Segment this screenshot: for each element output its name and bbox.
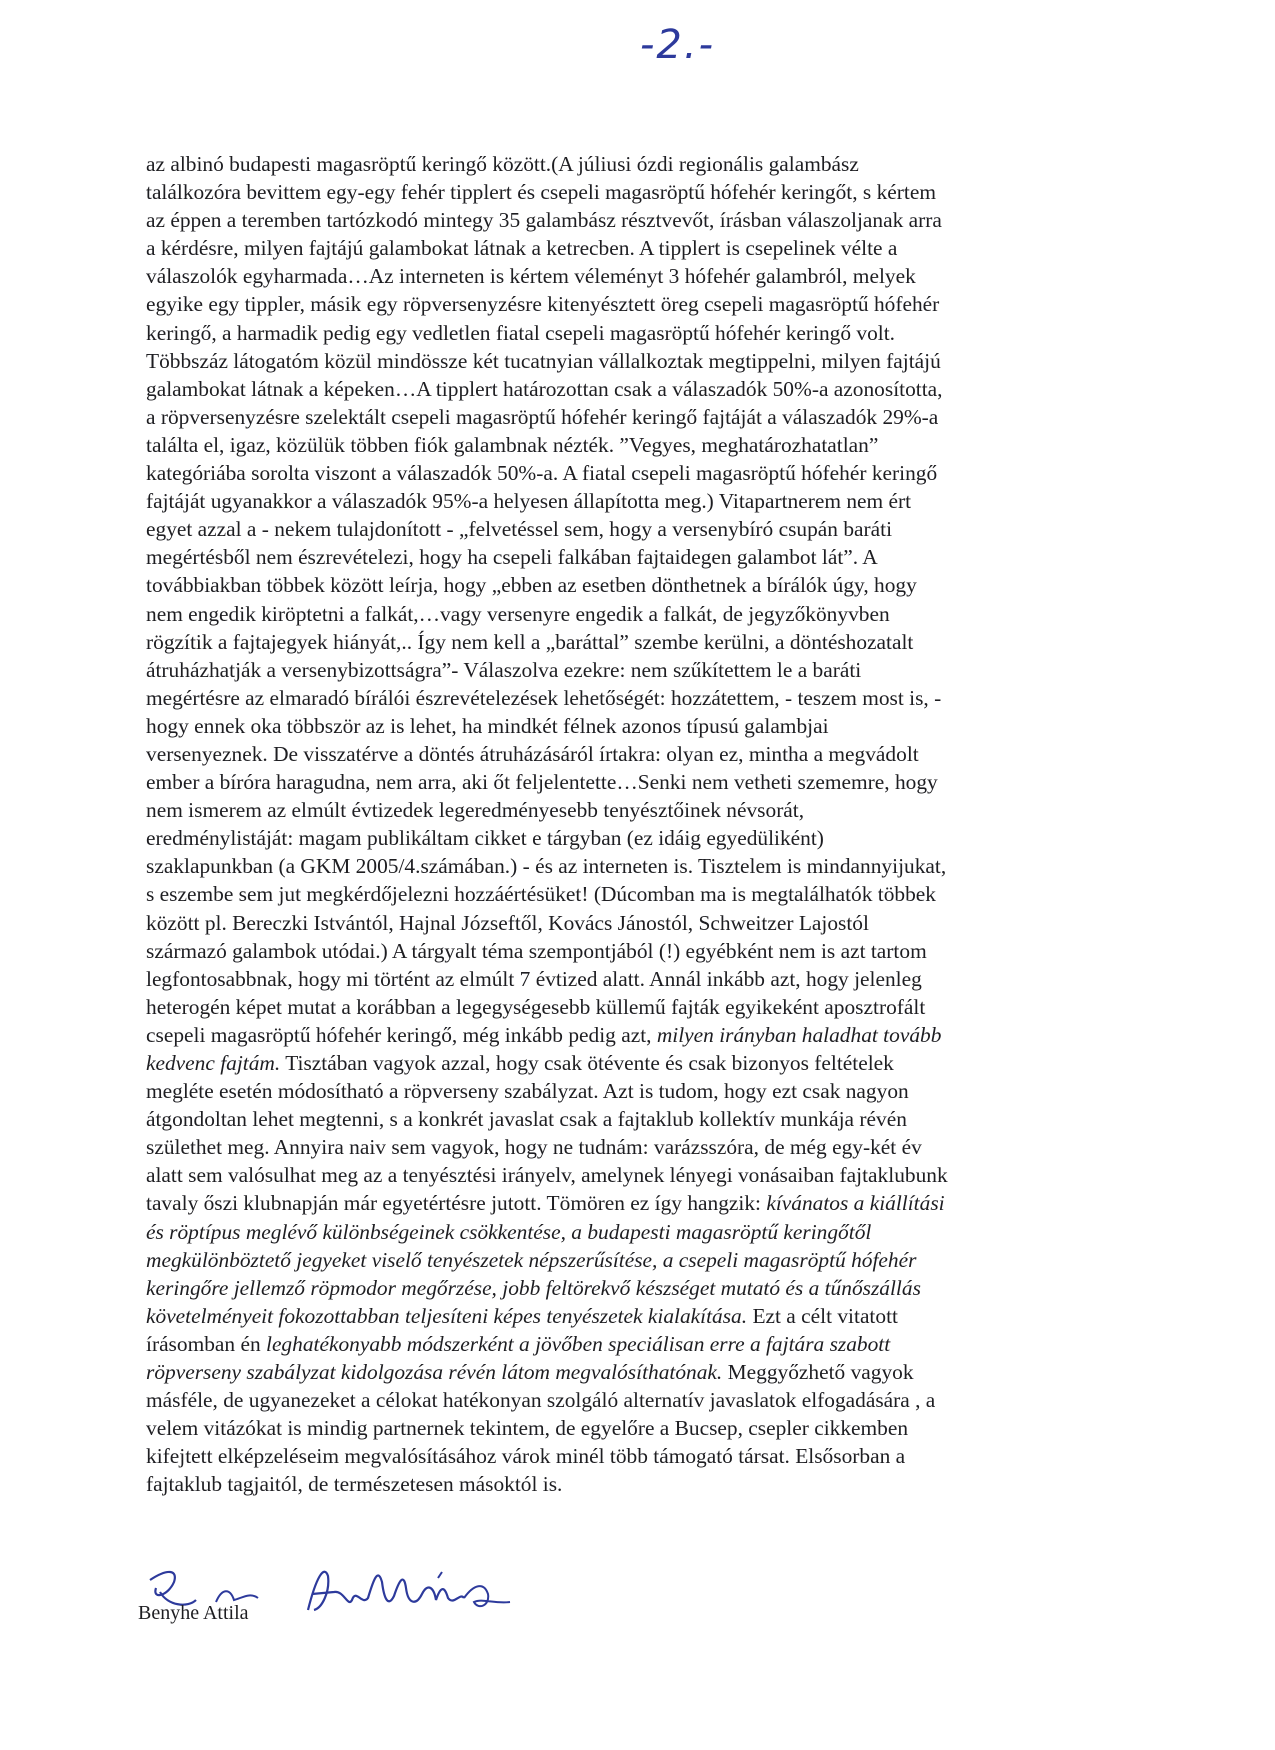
text-line: galambokat látnak a képeken…A tipplert határozottan csak a válaszadók 50%-a azonosította, <box>146 376 943 401</box>
text-line: egyet azzal a - nekem tulajdonított - „felvetéssel sem, hogy a versenybíró csupán baráti <box>146 517 893 542</box>
text-line: egyike egy tippler, másik egy röpversenyzésre kitenyésztett öreg csepeli magasröptű hófehér <box>146 292 940 317</box>
text-line: rögzítik a fajtajegyek hiányát,.. Így nem kell a „baráttal” szembe kerülni, a döntéshozatalt <box>146 629 914 654</box>
text-line <box>146 1274 1086 1302</box>
regular-text: Ezt a célt vitatott <box>747 1303 898 1328</box>
text-line: alatt sem valósulhat meg az a tenyésztési irányelv, amelynek lényegi vonásaiban fajtaklubunk <box>146 1163 948 1188</box>
text-line: a röpversenyzésre szelektált csepeli magasröptű hófehér keringő fajtáját a válaszadók 29%-a <box>146 404 939 429</box>
text-line: eredménylistáját: magam publikáltam cikket e tárgyban (ez idáig egyedüliként) <box>146 826 824 851</box>
regular-text: csepeli magasröptű hófehér keringő, még inkább pedig azt, <box>146 1022 657 1047</box>
italic-text: és röptípus meglévő különbségeinek csökkentése, a budapesti magasröptű keringőtől <box>146 1219 872 1244</box>
text-line: ember a bíróra haragudna, nem arra, aki őt feljelentette…Senki nem vetheti szememre, hogy <box>146 770 938 795</box>
text-line: továbbiakban többek között leírja, hogy „ebben az esetben dönthetnek a bírálók úgy, hogy <box>146 573 917 598</box>
text-line: keringő, a harmadik pedig egy vedletlen fiatal csepeli magasröptű hófehér keringő volt. <box>146 320 896 345</box>
text-line: heterogén képet mutat a korábban a legegységesebb küllemű fajták egyikeként aposztrofált <box>146 994 926 1019</box>
text-line: velem vitázókat is mindig partnernek tekintem, de egyelőre a Bucsep, csepler cikkemben <box>146 1416 909 1441</box>
text-line: kategóriába sorolta viszont a válaszadók 50%-a. A fiatal csepeli magasröptű hófehér keringő <box>146 461 938 486</box>
text-line: kifejtett elképzeléseim megvalósításához várok minél több támogató társat. Elsősorban a <box>146 1444 906 1469</box>
text-line: megértésre az elmaradó bírálói észrevételezések lehetőségét: hozzátettem, - teszem most is, - <box>146 685 942 710</box>
regular-text: írásomban én <box>146 1331 266 1356</box>
text-line <box>146 1330 1086 1358</box>
text-line: találkozóra bevittem egy-egy fehér tipplert és csepeli magasröptű hófehér keringőt, s kértem <box>146 180 936 205</box>
text-line: a kérdésre, milyen fajtájú galambokat látnak a ketrecben. A tipplert is csepelinek vélte a <box>146 236 898 261</box>
text-line <box>146 1358 1086 1386</box>
text-line: találta el, igaz, közülük többen fiók galambnak nézték. ”Vegyes, meghatározhatatlan” <box>146 432 879 457</box>
text-line: átgondoltan lehet megtenni, s a konkrét javaslat csak a fajtaklub kollektív munkája révén <box>146 1107 907 1132</box>
text-line: között pl. Bereczki Istvántól, Hajnal Józseftől, Kovács Jánostól, Schweitzer Lajostól <box>146 910 869 935</box>
text-line: Többszáz látogatóm közül mindössze két tucatnyian vállalkoztak megtippelni, milyen fajtájú <box>146 348 941 373</box>
text-line: legfontosabbnak, hogy mi történt az elmúlt 7 évtized alatt. Annál inkább azt, hogy jelenleg <box>146 966 922 991</box>
italic-text: megkülönböztető jegyeket viselő tenyészetek népszerűsítése, a csepeli magasröptű hófehér <box>146 1247 917 1272</box>
body-text <box>146 150 1086 1499</box>
regular-text: Meggyőzhető vagyok <box>722 1360 914 1385</box>
text-line: származó galambok utódai.) A tárgyalt téma szempontjából (!) egyébként nem is azt tartom <box>146 938 927 963</box>
regular-text: Tisztában vagyok azzal, hogy csak ötévente és csak bizonyos feltételek <box>280 1051 894 1075</box>
text-line: átruházhatják a versenybizottságra”- Válaszolva ezekre: nem szűkítettem le a baráti <box>146 657 862 682</box>
text-line: válaszolók egyharmada…Az interneten is kértem véleményt 3 hófehér galambról, melyek <box>146 264 916 289</box>
italic-text: röpverseny szabályzat kidolgozása révén látom megvalósíthatónak. <box>146 1360 723 1385</box>
italic-text: kedvenc fajtám. <box>146 1051 281 1075</box>
italic-text: követelményeit fokozottabban teljesíteni képes tenyészetek kialakítása. <box>146 1303 748 1328</box>
text-line: megértésből nem észrevételezi, hogy ha csepeli falkában fajtaidegen galambot lát”. A <box>146 545 878 570</box>
text-line <box>146 1302 1086 1330</box>
italic-text: leghatékonyabb módszerként a jövőben speciálisan erre a fajtára szabott <box>266 1331 891 1356</box>
page-number: -2.- <box>640 22 716 68</box>
signature-block <box>138 1548 558 1648</box>
text-line <box>146 1049 1086 1077</box>
text-line <box>146 1189 1086 1217</box>
text-line: fajtaklub tagjaitól, de természetesen másoktól is. <box>146 1472 563 1497</box>
text-line <box>146 1218 1086 1246</box>
italic-text: milyen irányban haladhat tovább <box>656 1022 942 1047</box>
text-line: fajtáját ugyanakkor a válaszadók 95%-a helyesen állapította meg.) Vitapartnerem nem ért <box>146 489 912 514</box>
text-line: megléte esetén módosítható a röpverseny szabályzat. Azt is tudom, hogy ezt csak nagyon <box>146 1079 909 1104</box>
text-line: másféle, de ugyanezeket a célokat hatékonyan szolgáló alternatív javaslatok elfogadására , a <box>146 1388 936 1413</box>
text-line <box>146 1246 1086 1274</box>
author-name: Benyhe Attila <box>138 1602 249 1624</box>
text-line: nem ismerem az elmúlt évtizedek legeredményesebb tenyésztőinek névsorát, <box>146 798 805 823</box>
italic-text: keringőre jellemző röpmodor megőrzése, jobb feltörekvő készséget mutató és a tűnőszállás <box>146 1275 921 1300</box>
text-line: versenyeznek. De visszatérve a döntés átruházásáról írtakra: olyan ez, mintha a megvádolt <box>146 741 919 766</box>
italic-text: kívánatos a kiállítási <box>766 1191 945 1216</box>
text-line: az albinó budapesti magasröptű keringő között.(A júliusi ózdi regionális galambász <box>146 152 859 176</box>
text-line: az éppen a teremben tartózkodó mintegy 35 galambász résztvevőt, írásban válaszoljanak arra <box>146 208 942 233</box>
text-line: szaklapunkban (a GKM 2005/4.számában.) - és az interneten is. Tisztelem is mindannyijukat, <box>146 854 947 879</box>
text-line: nem engedik kiröptetni a falkát,…vagy versenyre engedik a falkát, de jegyzőkönyvben <box>146 601 890 626</box>
text-line: hogy ennek oka többször az is lehet, ha mindkét félnek azonos típusú galambjai <box>146 713 829 738</box>
regular-text: tavaly őszi klubnapján már egyetértésre jutott. Tömören ez így hangzik: <box>146 1191 767 1216</box>
text-line: s eszembe sem jut megkérdőjelezni hozzáértésüket! (Dúcomban ma is megtalálhatók többek <box>146 882 936 907</box>
text-line <box>146 1021 1086 1049</box>
text-line: születhet meg. Annyira naiv sem vagyok, hogy ne tudnám: varázsszóra, de még egy-két év <box>146 1135 922 1160</box>
